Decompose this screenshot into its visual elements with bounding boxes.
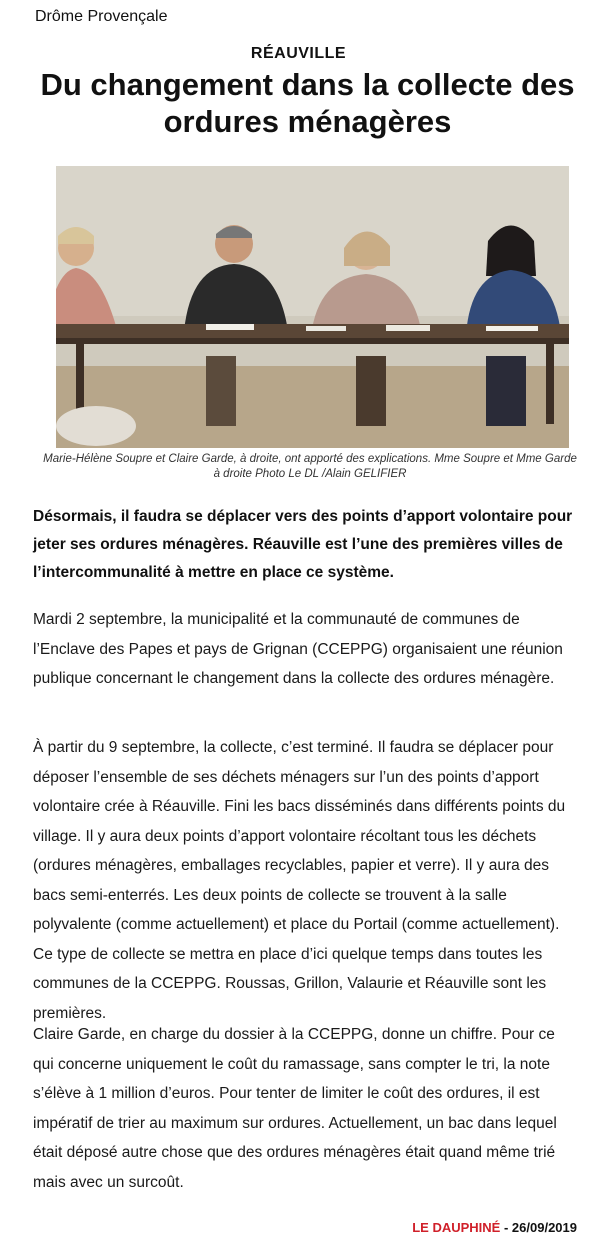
body-paragraph-3: Claire Garde, en charge du dossier à la CCEPPG, donne un chiffre. Pour ce qui concerne uniquement le coût du ramassage, sans compter le tri, la note s’élève à 1 million d’euros. Pour tenter de limiter le coût des ordures, il est impératif de trier au maximum sur ordures. Actuellement, un bac dans lequel était déposé autre chose que des ordures ménagères était quand même trié mais avec un surcoût. xyxy=(33,1026,557,1191)
source-line xyxy=(412,1220,577,1235)
body-paragraph-2: À partir du 9 septembre, la collecte, c’est terminé. Il faudra se déplacer pour déposer l’ensemble de ses déchets ménagers sur l’un des points d’apport volontaire crée à Réauville. Fini les bacs disséminés dans différents points du village. Il y aura deux points d’apport volontaire récoltant tous les déchets (ordures ménagères, emballages recyclables, papier et verre). Il y aura des bacs semi-enterrés. Les deux points de collecte se trouvent à la salle polyvalente (comme actuellement) et place du Portail (comme actuellement). Ce type de collecte se mettra en place d’ici quelque temps dans toutes les communes de la CCEPPG. Roussas, Grillon, Valaurie et Réauville sont les premières. xyxy=(33,739,566,1022)
body-paragraph-1: Mardi 2 septembre, la municipalité et la communauté de communes de l’Enclave des Papes et pays de Grignan (CCEPPG) organisaient une réunion publique concernant le changement dans la collecte des ordures ménagère. xyxy=(33,611,563,687)
photo-caption: Marie-Hélène Soupre et Claire Garde, à droite, ont apporté des explications. Mme Soupre et Mme Garde à droite Photo Le DL /Alain GELIFIER xyxy=(43,453,577,480)
publication-date: 26/09/2019 xyxy=(511,1220,577,1235)
newspaper-name: LE DAUPHINÉ xyxy=(412,1220,501,1235)
article-photo xyxy=(56,166,569,448)
article-lead: Désormais, il faudra se déplacer vers des points d’apport volontaire pour jeter ses ordures ménagères. Réauville est l’une des premières villes de l’intercommunalité à mettre en place ce système. xyxy=(33,508,573,581)
region-label: Drôme Provençale xyxy=(35,8,168,25)
town-kicker: RÉAUVILLE xyxy=(250,45,347,62)
headline: Du changement dans la collecte des ordures ménagères xyxy=(40,67,575,139)
source-separator: - xyxy=(500,1220,512,1235)
